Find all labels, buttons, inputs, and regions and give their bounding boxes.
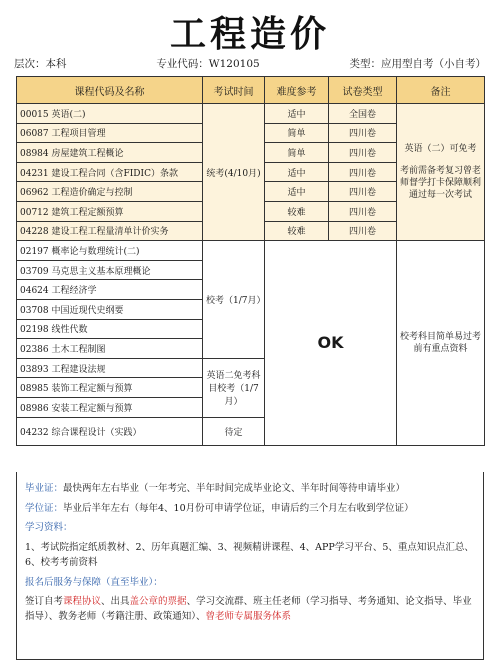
paper-cell: 四川卷 [329,201,397,221]
degree-info [25,502,475,517]
service-text [25,595,475,624]
difficulty-cell: 适中 [265,182,329,202]
course-table [16,76,485,446]
service-label: 报名后服务与保障（直至毕业）： [25,576,163,588]
course-cell: 02197 概率论与数理统计(二) [17,241,203,261]
code-text: 专业代码：W120105 [156,58,260,70]
paper-cell: 四川卷 [329,123,397,143]
header-paper: 试卷类型 [329,77,397,104]
course-cell: 08984 房屋建筑工程概论 [17,143,203,163]
course-cell: 03709 马克思主义基本原理概论 [17,260,203,280]
graduation-label: 毕业证： [25,483,64,494]
course-cell: 04228 建设工程工程量清单计价实务 [17,221,203,241]
paper-cell: 四川卷 [329,182,397,202]
difficulty-cell: 简单 [265,123,329,143]
difficulty-cell: 适中 [265,162,329,182]
difficulty-cell: 适中 [265,104,329,124]
course-cell: 00015 英语(二) [17,104,203,124]
course-cell: 03893 工程建设法规 [17,358,203,378]
type-text: 类型：应用型自考（小自考） [349,58,486,70]
exam-time-cell: 英语二免考科目校考（1/7月） [203,358,265,417]
page-title: 工程造价 [169,13,330,55]
difficulty-cell: 较难 [265,221,329,241]
course-cell: 08985 装饰工程定额与预算 [17,378,203,398]
exam-time-cell: 待定 [203,417,265,445]
course-cell: 03708 中国近现代史纲要 [17,299,203,319]
paper-cell: 四川卷 [329,143,397,163]
header-time: 考试时间 [203,77,265,104]
graduation-text: 最快两年左右毕业（一年考完、半年时间完成毕业论文、半年时间等待申请毕业） [63,483,406,494]
ok-cell: OK [265,241,397,445]
course-cell: 04232 综合课程设计（实践） [17,417,203,445]
header-difficulty: 难度参考 [265,77,329,104]
degree-label: 学位证： [25,502,64,514]
table-row [17,241,485,261]
service-part: 签订自考 [25,596,64,608]
header-course: 课程代码及名称 [17,77,203,104]
exam-time-cell: 统考(4/10月) [203,104,265,241]
level-text: 层次：本科 [14,58,67,70]
note-line: 英语（二）可免考 [404,143,477,154]
course-cell: 02198 线性代数 [17,319,203,339]
study-materials-label: 学习资料： [25,522,73,534]
exam-time-cell: 校考（1/7月） [203,241,265,359]
exclusive-service-highlight: 曾老师专属服务体系 [205,611,292,623]
course-cell: 08986 安装工程定额与预算 [17,397,203,417]
note-cell: 校考科目简单易过考前有重点资料 [397,241,485,445]
note-line: 考前需备考复习曾老师督学打卡保障顺利通过每一次考试 [400,165,482,201]
course-cell: 04231 建设工程合同（含FIDIC）条款 [17,162,203,182]
service-part: 、出具 [101,596,130,608]
service-part: 、学习交流群、班主任老师（学习指导、考务通知、论文指导、毕业指导）、教务老师（考籍注册、政策通知）、 [25,596,472,623]
graduation-info [25,482,475,497]
stamped-receipt-highlight: 盖公章的票据 [129,596,187,608]
header-note: 备注 [397,77,485,104]
course-cell: 00712 建筑工程定额预算 [17,201,203,221]
difficulty-cell: 简单 [265,143,329,163]
paper-cell: 四川卷 [329,162,397,182]
note-cell [397,104,485,241]
degree-text: 毕业后半年左右（每年4、10月份可申请学位证，申请后约三个月左右收到学位证） [63,502,414,514]
paper-cell: 四川卷 [329,221,397,241]
difficulty-cell: 较难 [265,201,329,221]
paper-cell: 全国卷 [329,104,397,124]
meta-row [14,56,486,74]
info-section [16,472,484,660]
course-cell: 06962 工程造价确定与控制 [17,182,203,202]
course-agreement-highlight: 课程协议 [63,596,102,608]
study-materials-text: 1、考试院指定纸质教材、2、历年真题汇编、3、视频精讲课程、4、APP学习平台、5、重点知识点汇总、6、校考考前资料 [25,542,474,568]
course-cell: 04624 工程经济学 [17,280,203,300]
course-cell: 06087 工程项目管理 [17,123,203,143]
table-row [17,104,485,124]
course-cell: 02386 土木工程制图 [17,339,203,359]
